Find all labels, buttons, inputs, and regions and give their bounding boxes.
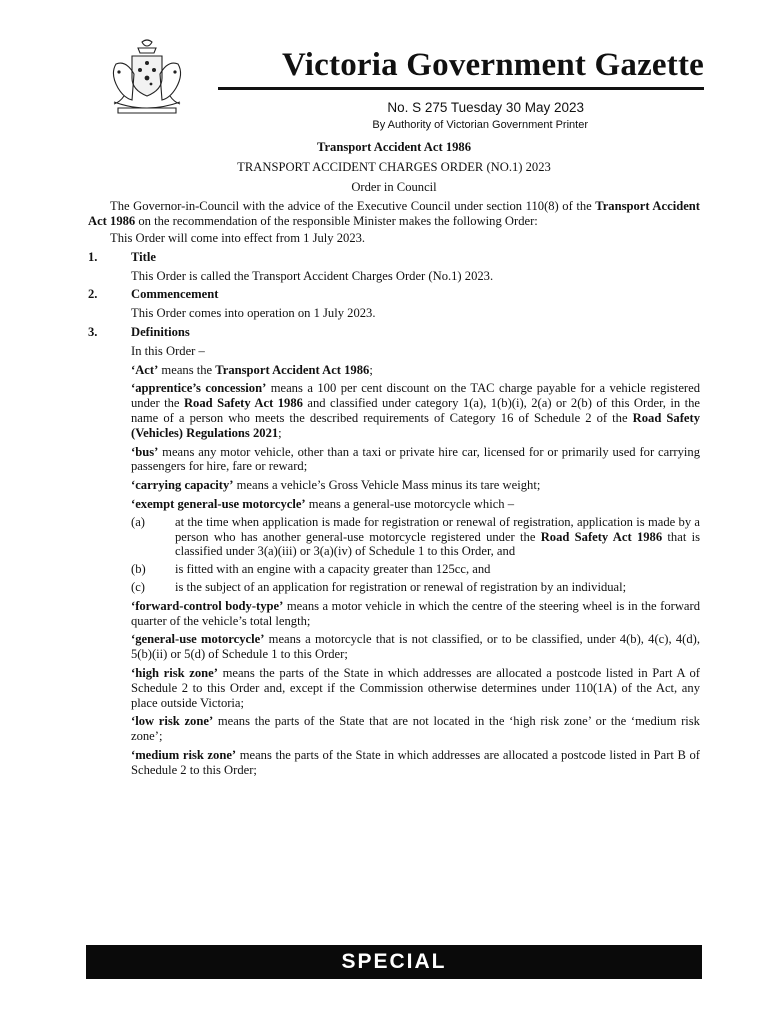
authority-line: By Authority of Victorian Government Printer [372,119,588,131]
defined-term: ‘general-use motorcycle’ [131,632,265,647]
paragraph-label: (a) [131,514,145,529]
definition-text: means a 100 per cent discount on the TAC charge payable for a vehicle registered under the [131,381,700,411]
paragraph-text: is the subject of an application for registration or renewal of registration by an individual; [175,579,627,594]
section-title: Title [131,249,156,264]
intro-paragraph [88,199,700,229]
defined-term: ‘Act’ [131,362,159,377]
definition-low-risk-zone [131,714,700,744]
paragraph-label: (c) [131,579,145,594]
issue-line: No. S 275 Tuesday 30 May 2023 [387,100,584,115]
definition-apprentice [131,381,700,440]
paragraph-b [131,562,700,577]
definition-medium-risk-zone [131,748,700,778]
section-title: Definitions [131,324,190,339]
definition-forward-control [131,599,700,629]
definition-text: ; [278,425,282,440]
defined-term: ‘apprentice’s concession’ [131,381,267,396]
paragraph-a [131,515,700,559]
intro-text: The Governor-in-Council with the advice of the Executive Council under section 110(8) of the [110,199,596,214]
section-3-heading [88,325,700,340]
special-label: SPECIAL [341,950,447,973]
definition-act-name: Transport Accident Act 1986 [215,362,370,377]
section-number: 1. [88,249,98,264]
section-2-heading [88,287,700,302]
order-title: TRANSPORT ACCIDENT CHARGES ORDER (NO.1) 2023 [237,159,551,174]
defined-term: ‘carrying capacity’ [131,478,234,493]
defined-term: ‘exempt general-use motorcycle’ [131,496,306,511]
section-number: 3. [88,324,98,339]
definition-high-risk-zone [131,666,700,710]
definition-text: means the parts of the State in which addresses are allocated a postcode listed in Part A of Schedule 2 to this Order and, except if the Commission otherwise determines under 110(1A) of the Act, any place outside Victoria; [131,665,700,710]
effect-paragraph: This Order will come into effect from 1 July 2023. [110,230,366,245]
intro-act-name: Transport Accident Act 1986 [88,199,700,229]
definition-act-name: Road Safety Act 1986 [183,396,303,411]
definition-carrying-capacity [131,478,700,493]
intro-text-end: on the recommendation of the responsible Minister makes the following Order: [135,214,538,229]
masthead [218,46,704,131]
definition-text: means a motor vehicle in which the centre of the steering wheel is in the forward quarter of the vehicle’s total length; [131,598,700,628]
paragraph-act-name: Road Safety Act 1986 [540,529,663,544]
defined-term: ‘forward-control body-type’ [131,598,284,613]
section-1-heading [88,250,700,265]
paragraph-c [131,580,700,595]
masthead-rule [218,87,704,90]
definition-act [131,363,700,378]
defined-term: ‘bus’ [131,444,159,459]
definition-bus [131,445,700,475]
defined-term: ‘high risk zone’ [131,665,218,680]
definition-exempt-motorcycle [131,497,700,512]
coat-of-arms-icon [104,36,190,122]
definition-text: means the [158,362,216,377]
definition-text: means a general-use motorcycle which – [305,496,515,511]
definition-text: means a vehicle’s Gross Vehicle Mass minus its tare weight; [233,478,541,493]
definition-text: means any motor vehicle, other than a taxi or private hire car, licensed for or primarily used for carrying passengers for hire, fare or reward; [131,444,700,474]
definition-text: means a motorcycle that is not classified, or to be classified, under 4(b), 4(c), 4(d), 5(b)(ii) or 5(d) of Schedule 1 to this Order; [131,632,700,662]
definitions-lead: In this Order – [131,343,205,358]
section-1-text: This Order is called the Transport Accident Charges Order (No.1) 2023. [131,268,494,283]
defined-term: ‘low risk zone’ [131,714,214,729]
document-body [88,140,700,777]
gazette-title: Victoria Government Gazette [281,47,704,83]
paragraph-text [175,515,700,559]
definition-text: and classified under category 1(a), 1(b)(i), 2(a) or 2(b) of this Order, in the name of a person who meets the described requirements of Category 16 of Schedule 2 of the [131,396,700,425]
definition-text: means the parts of the State in which addresses are allocated a postcode listed in Part B of Schedule 2 to this Order; [131,747,700,777]
section-number: 2. [88,287,98,302]
paragraph-label: (b) [131,562,146,577]
order-type: Order in Council [351,179,437,194]
paragraph-text-part: at the time when application is made for registration or renewal of registration, application is made by a person who has another general-use motorcycle registered under the [175,514,700,544]
paragraph-text-part: that is classified under 3(a)(iii) or 3(a)(iv) of Schedule 1 to this Order, and [175,529,700,559]
section-2-text: This Order comes into operation on 1 July 2023. [131,306,376,321]
defined-term: ‘medium risk zone’ [131,747,237,762]
paragraph-text: is fitted with an engine with a capacity greater than 125cc, and [175,562,491,577]
section-title: Commencement [131,287,219,302]
definition-general-use-motorcycle [131,632,700,662]
definition-text: means the parts of the State that are not located in the ‘high risk zone’ or the ‘medium risk zone’; [131,714,700,744]
special-banner [86,945,702,979]
act-heading: Transport Accident Act 1986 [316,140,472,154]
definition-act-name: Road Safety (Vehicles) Regulations 2021 [131,410,700,440]
definition-text: ; [369,362,373,377]
